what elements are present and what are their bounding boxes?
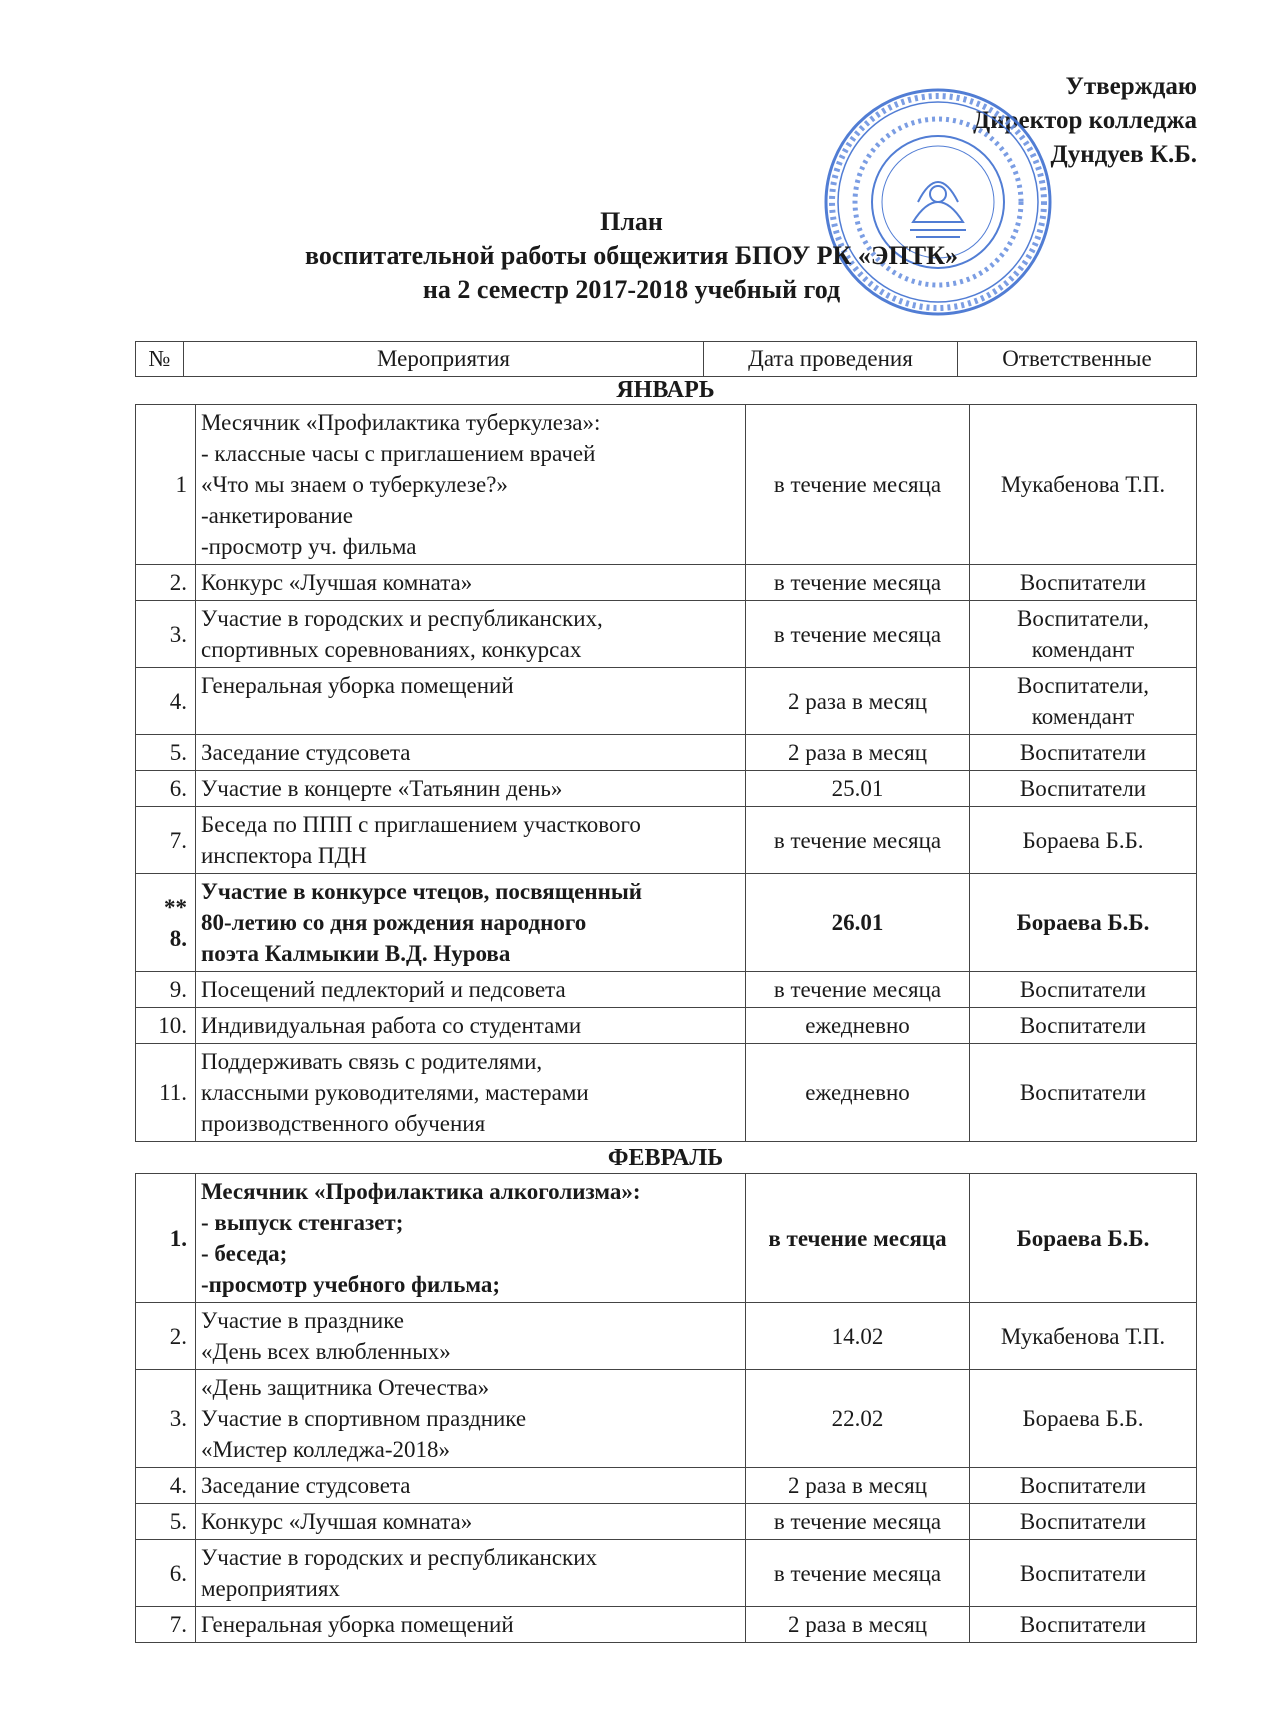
table-row bbox=[136, 1468, 1197, 1504]
event-line: мероприятиях bbox=[201, 1576, 340, 1601]
row-event bbox=[196, 405, 746, 565]
row-responsible: Воспитатели bbox=[970, 1008, 1197, 1044]
event-line: классными руководителями, мастерами bbox=[201, 1080, 589, 1105]
row-date: 14.02 bbox=[746, 1303, 970, 1370]
row-date: в течение месяца bbox=[746, 807, 970, 874]
row-date: в течение месяца bbox=[746, 601, 970, 668]
row-date: 2 раза в месяц bbox=[746, 1468, 970, 1504]
row-date: в течение месяца bbox=[746, 565, 970, 601]
row-event bbox=[196, 1174, 746, 1303]
approval-position: Директор колледжа bbox=[973, 107, 1197, 134]
row-date: в течение месяца bbox=[746, 972, 970, 1008]
row-event bbox=[196, 735, 746, 771]
row-number: 7. bbox=[136, 807, 196, 874]
table-row bbox=[136, 972, 1197, 1008]
row-responsible: Мукабенова Т.П. bbox=[970, 1303, 1197, 1370]
row-event bbox=[196, 668, 746, 735]
row-responsible: Бораева Б.Б. bbox=[970, 874, 1197, 972]
row-number: 5. bbox=[136, 1504, 196, 1540]
row-event bbox=[196, 972, 746, 1008]
row-event bbox=[196, 1370, 746, 1468]
event-line: «Что мы знаем о туберкулезе?» bbox=[201, 472, 508, 497]
event-line: «День защитника Отечества» bbox=[201, 1375, 490, 1400]
row-number: 3. bbox=[136, 1370, 196, 1468]
row-date: 25.01 bbox=[746, 771, 970, 807]
row-event bbox=[196, 874, 746, 972]
row-event bbox=[196, 1540, 746, 1607]
row-number: 11. bbox=[136, 1044, 196, 1142]
event-line: Участие в празднике bbox=[201, 1308, 405, 1333]
row-date: 2 раза в месяц bbox=[746, 735, 970, 771]
event-line: Участие в городских и республиканских bbox=[201, 1545, 598, 1570]
row-responsible: Воспитатели bbox=[970, 1607, 1197, 1643]
approval-word: Утверждаю bbox=[1065, 73, 1197, 100]
row-number: 1. bbox=[136, 1174, 196, 1303]
event-line: -просмотр учебного фильма; bbox=[201, 1272, 501, 1297]
table-row bbox=[136, 1504, 1197, 1540]
event-line: Месячник «Профилактика алкоголизма»: bbox=[201, 1179, 641, 1204]
event-line: Посещений педлекторий и педсовета bbox=[201, 977, 566, 1002]
row-event bbox=[196, 601, 746, 668]
row-number: 9. bbox=[136, 972, 196, 1008]
row-number: 7. bbox=[136, 1607, 196, 1643]
event-line: производственного обучения bbox=[201, 1111, 486, 1136]
table-row bbox=[136, 735, 1197, 771]
row-responsible: Бораева Б.Б. bbox=[970, 1174, 1197, 1303]
row-responsible: Воспитатели bbox=[970, 735, 1197, 771]
row-date: 2 раза в месяц bbox=[746, 1607, 970, 1643]
table-row bbox=[136, 1174, 1197, 1303]
row-number: 6. bbox=[136, 771, 196, 807]
header-responsible: Ответственные bbox=[958, 342, 1197, 377]
row-date: 26.01 bbox=[746, 874, 970, 972]
january-table bbox=[135, 404, 1197, 1142]
row-number: 2. bbox=[136, 565, 196, 601]
row-responsible: Мукабенова Т.П. bbox=[970, 405, 1197, 565]
row-responsible: Воспитатели, комендант bbox=[970, 668, 1197, 735]
event-line: 80-летию со дня рождения народного bbox=[201, 910, 587, 935]
row-responsible: Воспитатели bbox=[970, 1468, 1197, 1504]
row-number: 6. bbox=[136, 1540, 196, 1607]
row-event bbox=[196, 1607, 746, 1643]
table-row bbox=[136, 1303, 1197, 1370]
row-responsible: Воспитатели, комендант bbox=[970, 601, 1197, 668]
table-row bbox=[136, 565, 1197, 601]
row-responsible: Воспитатели bbox=[970, 1540, 1197, 1607]
event-line: - выпуск стенгазет; bbox=[201, 1210, 404, 1235]
event-line: Участие в конкурсе чтецов, посвященный bbox=[201, 879, 643, 904]
row-date: в течение месяца bbox=[746, 405, 970, 565]
month-february: ФЕВРАЛЬ bbox=[607, 1145, 724, 1171]
title-line-3: на 2 семестр 2017-2018 учебный год bbox=[422, 275, 841, 304]
title-line-1: План bbox=[600, 207, 663, 236]
event-line: поэта Калмыкии В.Д. Нурова bbox=[201, 941, 511, 966]
row-responsible: Воспитатели bbox=[970, 771, 1197, 807]
row-date: ежедневно bbox=[746, 1044, 970, 1142]
row-event bbox=[196, 807, 746, 874]
table-row bbox=[136, 807, 1197, 874]
table-row bbox=[136, 771, 1197, 807]
row-responsible: Воспитатели bbox=[970, 1504, 1197, 1540]
row-event bbox=[196, 1008, 746, 1044]
row-responsible: Бораева Б.Б. bbox=[970, 807, 1197, 874]
row-event bbox=[196, 1303, 746, 1370]
table-row bbox=[136, 874, 1197, 972]
event-line: Месячник «Профилактика туберкулеза»: bbox=[201, 410, 601, 435]
table-row bbox=[136, 1008, 1197, 1044]
table-row bbox=[136, 1607, 1197, 1643]
month-january: ЯНВАРЬ bbox=[616, 377, 715, 403]
row-number: 2. bbox=[136, 1303, 196, 1370]
event-line: - классные часы с приглашением врачей bbox=[201, 441, 596, 466]
row-number: 3. bbox=[136, 601, 196, 668]
event-line: Конкурс «Лучшая комната» bbox=[201, 1509, 473, 1534]
header-row bbox=[136, 342, 1197, 377]
event-line: Генеральная уборка помещений bbox=[201, 1612, 514, 1637]
row-event bbox=[196, 1468, 746, 1504]
header-date: Дата проведения bbox=[704, 342, 958, 377]
event-line: Конкурс «Лучшая комната» bbox=[201, 570, 473, 595]
table-row bbox=[136, 668, 1197, 735]
row-number: 5. bbox=[136, 735, 196, 771]
title-line-2: воспитательной работы общежития БПОУ РК «ЭПТК» bbox=[305, 241, 958, 270]
row-date: 22.02 bbox=[746, 1370, 970, 1468]
table-row bbox=[136, 405, 1197, 565]
document-title bbox=[0, 205, 1263, 307]
row-date: 2 раза в месяц bbox=[746, 668, 970, 735]
event-line: Заседание студсовета bbox=[201, 1473, 411, 1498]
row-responsible: Бораева Б.Б. bbox=[970, 1370, 1197, 1468]
row-responsible: Воспитатели bbox=[970, 972, 1197, 1008]
event-line: - беседа; bbox=[201, 1241, 288, 1266]
event-line: Заседание студсовета bbox=[201, 740, 411, 765]
row-event bbox=[196, 1044, 746, 1142]
event-line: «Мистер колледжа-2018» bbox=[201, 1437, 451, 1462]
event-line: Участие в городских и республиканских, bbox=[201, 606, 603, 631]
event-line: Поддерживать связь с родителями, bbox=[201, 1049, 543, 1074]
table-row bbox=[136, 1540, 1197, 1607]
row-number: ** 8. bbox=[136, 874, 196, 972]
row-number: 4. bbox=[136, 668, 196, 735]
table-row bbox=[136, 1370, 1197, 1468]
row-date: в течение месяца bbox=[746, 1174, 970, 1303]
event-line: инспектора ПДН bbox=[201, 843, 367, 868]
event-line: Индивидуальная работа со студентами bbox=[201, 1013, 582, 1038]
header-event: Мероприятия bbox=[184, 342, 704, 377]
event-line: Беседа по ППП с приглашением участкового bbox=[201, 812, 641, 837]
event-line: «День всех влюбленных» bbox=[201, 1339, 451, 1364]
row-responsible: Воспитатели bbox=[970, 565, 1197, 601]
event-line: -анкетирование bbox=[201, 503, 353, 528]
february-table bbox=[135, 1173, 1197, 1643]
row-number: 1 bbox=[136, 405, 196, 565]
event-line: -просмотр уч. фильма bbox=[201, 534, 417, 559]
row-date: ежедневно bbox=[746, 1008, 970, 1044]
header-table bbox=[135, 341, 1197, 377]
row-number: 10. bbox=[136, 1008, 196, 1044]
row-event bbox=[196, 1504, 746, 1540]
approval-name: Дундуев К.Б. bbox=[1050, 141, 1197, 168]
row-number: 4. bbox=[136, 1468, 196, 1504]
event-line: Участие в спортивном празднике bbox=[201, 1406, 527, 1431]
event-line: Генеральная уборка помещений bbox=[201, 673, 514, 698]
header-num: № bbox=[136, 342, 184, 377]
row-event bbox=[196, 565, 746, 601]
row-date: в течение месяца bbox=[746, 1540, 970, 1607]
event-line: Участие в концерте «Татьянин день» bbox=[201, 776, 563, 801]
table-row bbox=[136, 1044, 1197, 1142]
row-date: в течение месяца bbox=[746, 1504, 970, 1540]
row-responsible: Воспитатели bbox=[970, 1044, 1197, 1142]
table-row bbox=[136, 601, 1197, 668]
row-event bbox=[196, 771, 746, 807]
event-line: спортивных соревнованиях, конкурсах bbox=[201, 637, 582, 662]
